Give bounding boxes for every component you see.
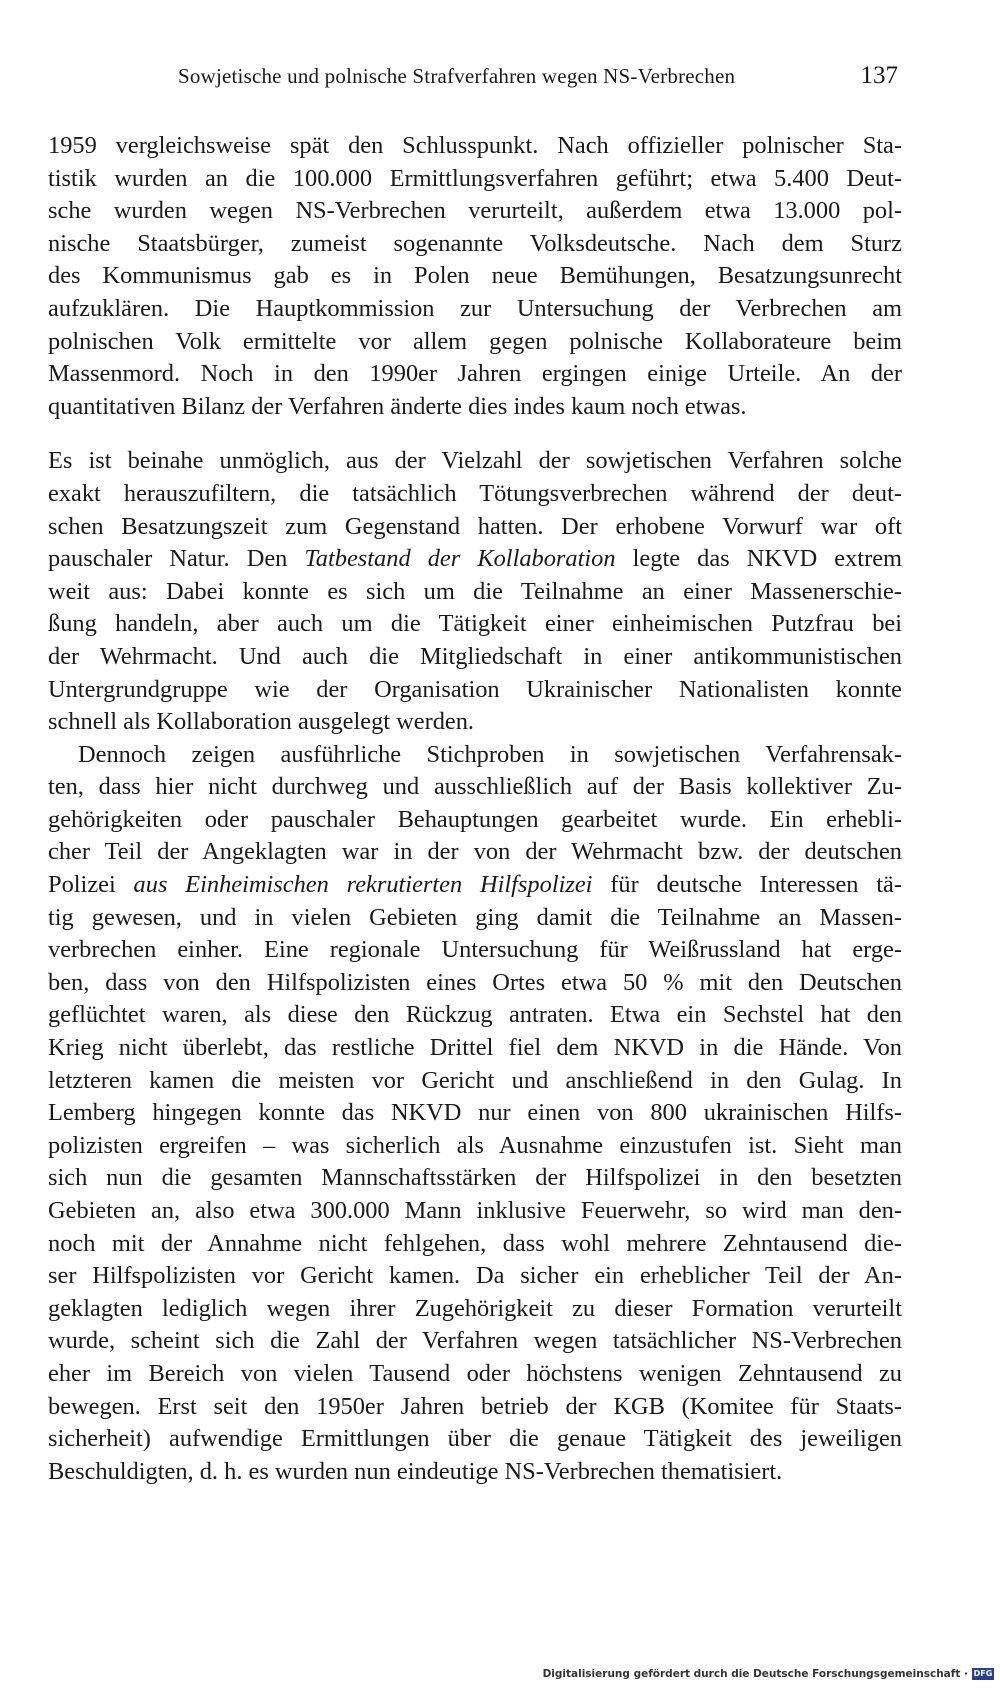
text-line: tistik wurden an die 100.000 Ermittlungsverfahren geführt; etwa 5.400 Deut- — [48, 164, 902, 192]
text-line — [48, 543, 902, 576]
text-line — [48, 869, 902, 902]
text-line: der Wehrmacht. Und auch die Mitgliedschaft in einer antikommunistischen — [48, 642, 902, 670]
text-line: noch mit der Annahme nicht fehlgehen, dass wohl mehrere Zehntausend die- — [48, 1229, 902, 1257]
paragraph-gap — [48, 423, 902, 445]
text-line: wurde, scheint sich die Zahl der Verfahren wegen tatsächlicher NS-Verbrechen — [48, 1327, 902, 1355]
text-line: polnischen Volk ermittelte vor allem gegen polnische Kollaborateure beim — [48, 327, 902, 355]
text-line: aufzuklären. Die Hauptkommission zur Untersuchung der Verbrechen am — [48, 294, 902, 322]
text-line: Lemberg hingegen konnte das NKVD nur einen von 800 ukrainischen Hilfs- — [48, 1099, 902, 1127]
text-line: ßung handeln, aber auch um die Tätigkeit einer einheimischen Putzfrau bei — [48, 610, 902, 638]
paragraph-1 — [48, 130, 902, 423]
dfg-logo-icon: DFG — [973, 1669, 993, 1678]
text-line: gehörigkeiten oder pauschaler Behauptungen gearbeitet wurde. Ein erhebli- — [48, 805, 902, 833]
paragraph-3 — [48, 739, 902, 1489]
text-line: bewegen. Erst seit den 1950er Jahren betrieb der KGB (Komitee für Staats- — [48, 1392, 902, 1420]
text-line: nische Staatsbürger, zumeist sogenannte Volksdeutsche. Nach dem Sturz — [48, 229, 902, 257]
running-title: Sowjetische und polnische Strafverfahren wegen NS-Verbrechen — [178, 64, 736, 88]
text-line: Krieg nicht überlebt, das restliche Drittel fiel dem NKVD in die Hände. Von — [48, 1034, 902, 1062]
text-line: ten, dass hier nicht durchweg und ausschließlich auf der Basis kollektiver Zu- — [48, 773, 902, 801]
italic-term: aus Einheimischen rekrutierten Hilfspolizei — [133, 871, 593, 899]
text-line: sich nun die gesamten Mannschaftsstärken der Hilfspolizei in den besetzten — [48, 1164, 902, 1192]
text-line: verbrechen einher. Eine regionale Untersuchung für Weißrussland hat erge- — [48, 936, 902, 964]
page-number: 137 — [860, 62, 898, 89]
text-line: cher Teil der Angeklagten war in der von der Wehrmacht bzw. der deutschen — [48, 838, 902, 866]
page-header — [48, 62, 900, 102]
body-text — [48, 130, 902, 1488]
text-line: geflüchtet waren, als diese den Rückzug antraten. Etwa ein Sechstel hat den — [48, 1001, 902, 1029]
text-segment: pauschaler Natur. Den — [48, 545, 305, 573]
text-line: Massenmord. Noch in den 1990er Jahren ergingen einige Urteile. An der — [48, 360, 902, 388]
text-line: 1959 vergleichsweise spät den Schlusspunkt. Nach offizieller polnischer Sta- — [48, 132, 902, 159]
text-line: Gebieten an, also etwa 300.000 Mann inklusive Feuerwehr, so wird man den- — [48, 1197, 902, 1224]
text-line: Dennoch zeigen ausführliche Stichproben in sowjetischen Verfahrensak- — [78, 740, 902, 768]
footer-text: Digitalisierung gefördert durch die Deutsche Forschungsgemeinschaft · — [542, 1668, 968, 1680]
text-segment: legte das NKVD extrem — [615, 545, 902, 573]
text-line: sicherheit) aufwendige Ermittlungen über die genaue Tätigkeit des jeweiligen — [48, 1425, 902, 1453]
text-line: Beschuldigten, d. h. es wurden nun eindeutige NS-Verbrechen thematisiert. — [48, 1457, 783, 1485]
text-line: weit aus: Dabei konnte es sich um die Teilnahme an einer Massenerschie- — [48, 577, 902, 605]
text-line: exakt herauszufiltern, die tatsächlich Tötungsverbrechen während der deut- — [48, 479, 902, 507]
text-line: letzteren kamen die meisten vor Gericht und anschließend in den Gulag. In — [48, 1066, 902, 1094]
text-line: tig gewesen, und in vielen Gebieten ging damit die Teilnahme an Massen- — [48, 903, 902, 931]
text-line: eher im Bereich von vielen Tausend oder höchstens wenigen Zehntausend zu — [48, 1359, 902, 1387]
digitization-footer — [543, 1668, 994, 1680]
text-line: polizisten ergreifen – was sicherlich als Ausnahme einzustufen ist. Sieht man — [48, 1131, 902, 1159]
text-line: Untergrundgruppe wie der Organisation Ukrainischer Nationalisten konnte — [48, 675, 902, 703]
text-line: ser Hilfspolizisten vor Gericht kamen. Da sicher ein erheblicher Teil der An- — [48, 1262, 902, 1290]
text-line: schnell als Kollaboration ausgelegt werden. — [48, 708, 475, 736]
paragraph-2 — [48, 445, 902, 738]
text-line: schen Besatzungszeit zum Gegenstand hatten. Der erhobene Vorwurf war oft — [48, 512, 902, 540]
text-line: ben, dass von den Hilfspolizisten eines Ortes etwa 50 % mit den Deutschen — [48, 968, 902, 996]
text-line: sche wurden wegen NS-Verbrechen verurteilt, außerdem etwa 13.000 pol- — [48, 197, 902, 225]
text-segment: für deutsche Interessen tä- — [592, 871, 902, 899]
text-segment: Polizei — [48, 871, 134, 899]
text-line: geklagten lediglich wegen ihrer Zugehörigkeit zu dieser Formation verurteilt — [48, 1294, 902, 1322]
italic-term: Tatbestand der Kollaboration — [304, 545, 616, 573]
text-line: des Kommunismus gab es in Polen neue Bemühungen, Besatzungsunrecht — [48, 262, 902, 290]
text-line: Es ist beinahe unmöglich, aus der Vielzahl der sowjetischen Verfahren solche — [48, 447, 902, 475]
text-line: quantitativen Bilanz der Verfahren änderte dies indes kaum noch etwas. — [48, 392, 747, 420]
